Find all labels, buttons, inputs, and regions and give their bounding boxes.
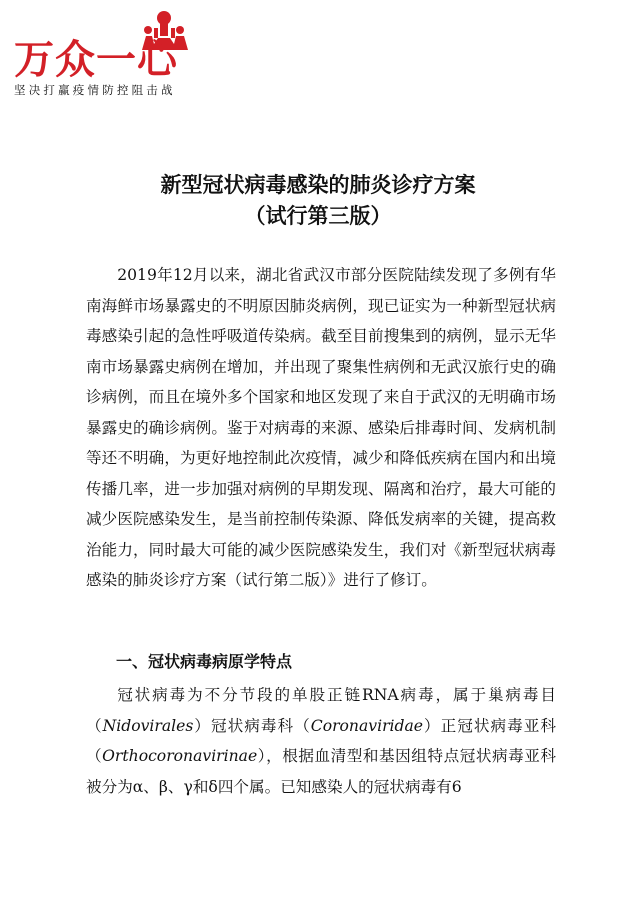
- section-text: ）冠状病毒科（: [193, 716, 311, 735]
- section-text: ）正冠状病毒亚科（: [86, 716, 556, 765]
- logo-slogan: 坚决打赢疫情防控阻击战: [14, 83, 176, 97]
- section-text: 冠状病毒为不分节段的单股正链RNA病毒，属于巢病毒目（: [86, 686, 556, 735]
- latin-name: Nidovirales: [102, 716, 194, 735]
- intro-paragraph: 2019年12月以来，湖北省武汉市部分医院陆续发现了多例有华南海鲜市场暴露史的不明原因肺炎病例，现已证实为一种新型冠状病毒感染引起的急性呼吸道传染病。截至目前搜集到的病例，显示无华南市场暴露史病例在增加，并出现了聚集性病例和无武汉旅行史的确诊病例，而且在境外多个国家和地区发现了来自于武汉的无明确市场暴露史的确诊病例。鉴于对病毒的来源、感染后排毒时间、发病机制等还不明确，为更好地控制此次疫情，减少和降低疾病在国内和出境传播几率，进一步加强对病例的早期发现、隔离和治疗，最大可能的减少医院感染发生，是当前控制传染源、降低发病率的关键，提高救治能力，同时最大可能的减少医院感染发生，我们对《新型冠状病毒感染的肺炎诊疗方案（试行第二版）》进行了修订。: [86, 266, 556, 589]
- section-paragraph: [86, 680, 556, 802]
- document-subtitle: （试行第三版）: [244, 203, 392, 228]
- latin-name: Coronaviridae: [310, 716, 424, 735]
- document-title: 新型冠状病毒感染的肺炎诊疗方案: [160, 172, 476, 197]
- latin-name: Orthocoronavirinae: [102, 747, 258, 765]
- section-heading: 一、冠状病毒病原学特点: [116, 652, 293, 671]
- logo-text: 万众一心: [14, 37, 178, 83]
- section-text: ），根据血清型和基因组特点冠状病毒亚科被分为α、β、γ和δ四个属。已知感染人的冠状病毒有6: [86, 747, 556, 796]
